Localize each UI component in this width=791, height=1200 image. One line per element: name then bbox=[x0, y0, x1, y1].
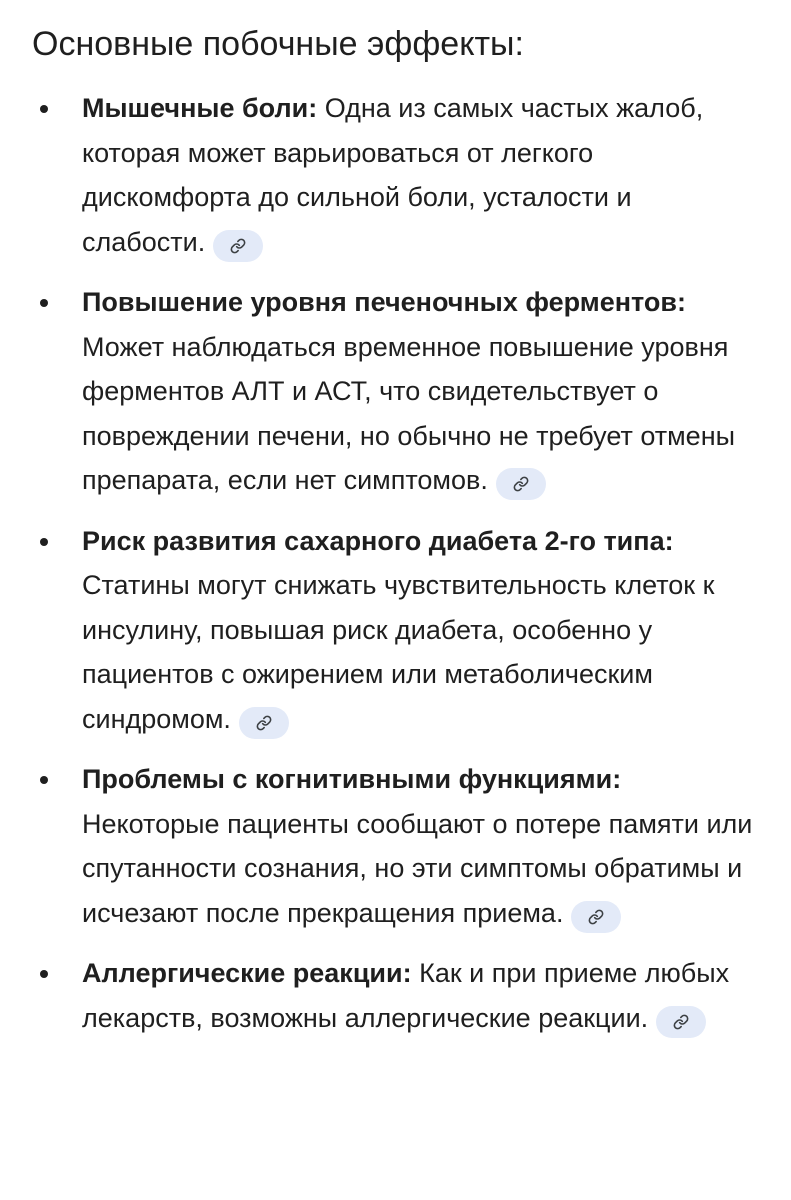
effect-title: Проблемы с когнитивными функциями: bbox=[82, 764, 622, 794]
list-item bbox=[0, 280, 791, 503]
effect-title: Риск развития сахарного диабета 2-го типа: bbox=[82, 525, 674, 556]
source-link-chip[interactable] bbox=[496, 468, 546, 500]
effect-title: Мышечные боли: bbox=[82, 93, 325, 123]
link-icon bbox=[673, 1014, 689, 1030]
bullet-icon bbox=[40, 538, 48, 546]
link-icon bbox=[230, 238, 246, 254]
effect-title: Аллергические реакции: bbox=[82, 958, 420, 988]
source-link-chip[interactable] bbox=[213, 230, 263, 262]
effect-text: Одна из самых частых жалоб, которая может варьироваться от легкого дискомфорта до сильной боли, усталости и слабости. bbox=[82, 93, 704, 257]
section-heading: Основные побочные эффекты: bbox=[32, 25, 524, 63]
side-effects-list bbox=[0, 86, 791, 1056]
effect-text: Некоторые пациенты сообщают о потере памяти или спутанности сознания, но эти симптомы обратимы и исчезают после прекращения приема. bbox=[82, 808, 753, 928]
bullet-icon bbox=[40, 970, 48, 978]
bullet-icon bbox=[40, 776, 48, 784]
source-link-chip[interactable] bbox=[656, 1006, 706, 1038]
bullet-icon bbox=[40, 105, 48, 113]
link-icon bbox=[588, 909, 604, 925]
source-link-chip[interactable] bbox=[571, 901, 621, 933]
effect-text: Как и при приеме любых лекарств, возможны аллергические реакции. bbox=[82, 958, 730, 1033]
bullet-icon bbox=[40, 299, 48, 307]
link-icon bbox=[513, 476, 529, 492]
list-item bbox=[0, 86, 791, 264]
source-link-chip[interactable] bbox=[239, 707, 289, 739]
link-icon bbox=[256, 715, 272, 731]
list-item bbox=[0, 519, 791, 742]
effect-text: Может наблюдаться временное повышение уровня ферментов АЛТ и АСТ, что свидетельствует о повреждении печени, но обычно не требует отмены препарата, если нет симптомов. bbox=[82, 331, 736, 495]
list-item bbox=[0, 951, 791, 1040]
effect-title: Повышение уровня печеночных ферментов: bbox=[82, 287, 687, 317]
list-item bbox=[0, 757, 791, 935]
effect-text: Статины могут снижать чувствительность клеток к инсулину, повышая риск диабета, особенно у пациентов с ожирением или метаболическим синдромом. bbox=[82, 570, 715, 734]
